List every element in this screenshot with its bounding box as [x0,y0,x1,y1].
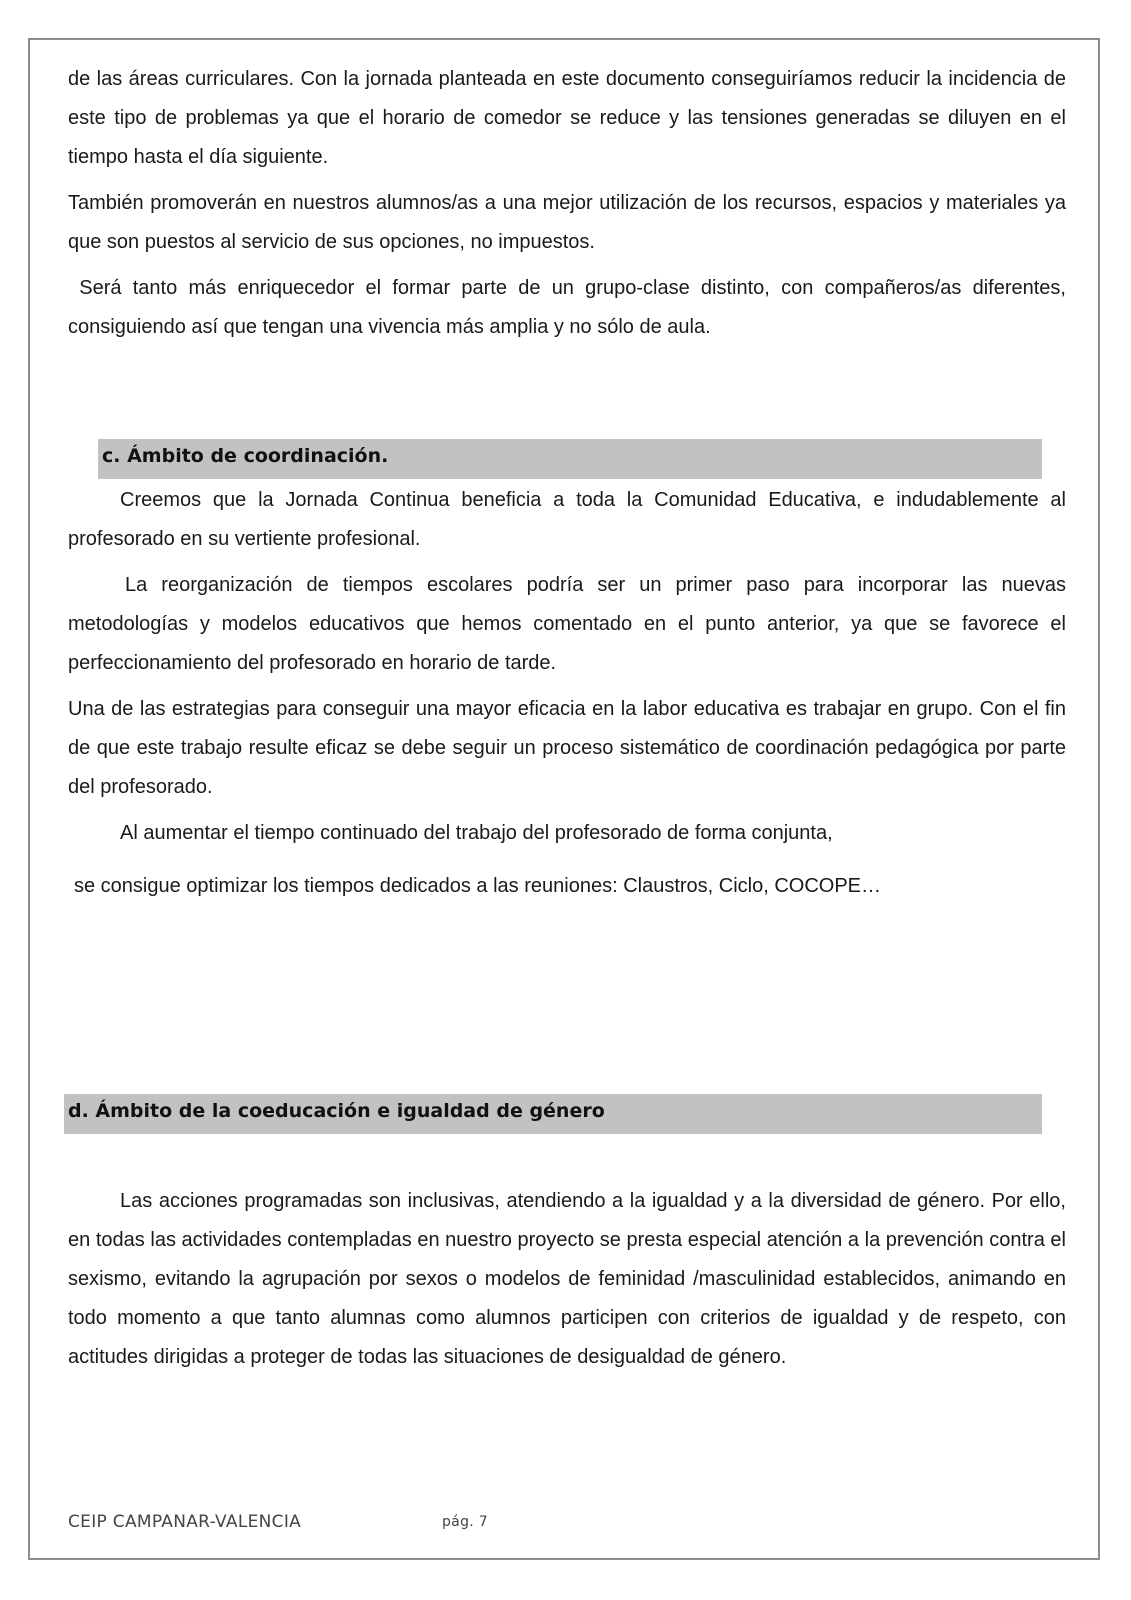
paragraph-c-5: se consigue optimizar los tiempos dedicados a las reuniones: Claustros, Ciclo, COCOPE… [74,875,882,897]
paragraph-b-3: Será tanto más enriquecedor el formar parte de un grupo-clase distinto, con compañeros/as diferentes, consiguiendo así que tengan una vivencia más amplia y no sólo de aula. [68,277,1072,338]
paragraph-b-1: de las áreas curriculares. Con la jornada planteada en este documento conseguiríamos reducir la incidencia de este tipo de problemas ya que el horario de comedor se reduce y las tensiones generadas se diluyen en el tiempo hasta el día siguiente. [68,68,1066,168]
section-b-text [68,60,1072,347]
paragraph-d-1: Las acciones programadas son inclusivas, atendiendo a la igualdad y a la diversidad de género. Por ello, en todas las actividades contempladas en nuestro proyecto se presta especial atención a la prevención contra el sexismo, evitando la agrupación por sexos o modelos de feminidad /masculinidad establecidos, animando en todo momento a que tanto alumnas como alumnos participen con criterios de igualdad y de respeto, con actitudes dirigidas a proteger de todas las situaciones de desigualdad de género. [68,1190,1066,1368]
footer-page-number: pág. 7 [442,1514,488,1530]
paragraph-c-1: Creemos que la Jornada Continua beneficia a toda la Comunidad Educativa, e indudablemente al profesorado en su vertiente profesional. [68,489,1066,550]
section-c-heading: c. Ámbito de coordinación. [98,439,1042,479]
section-d-heading: d. Ámbito de la coeducación e igualdad de género [64,1094,1042,1134]
section-c-text [68,481,1066,906]
paragraph-c-4: Al aumentar el tiempo continuado del trabajo del profesorado de forma conjunta, [120,822,833,844]
section-d-text [68,1182,1066,1377]
paragraph-c-3: Una de las estrategias para conseguir una mayor eficacia en la labor educativa es trabajar en grupo. Con el fin de que este trabajo resulte eficaz se debe seguir un proceso sistemático de coordinación pedagógica por parte del profesorado. [68,698,1066,798]
paragraph-b-2: También promoverán en nuestros alumnos/as a una mejor utilización de los recursos, espacios y materiales ya que son puestos al servicio de sus opciones, no impuestos. [68,192,1066,253]
paragraph-c-2: La reorganización de tiempos escolares podría ser un primer paso para incorporar las nuevas metodologías y modelos educativos que hemos comentado en el punto anterior, ya que se favorece el perfeccionamiento del profesorado en horario de tarde. [68,574,1066,674]
footer-school-name: CEIP CAMPANAR-VALENCIA [68,1512,302,1532]
